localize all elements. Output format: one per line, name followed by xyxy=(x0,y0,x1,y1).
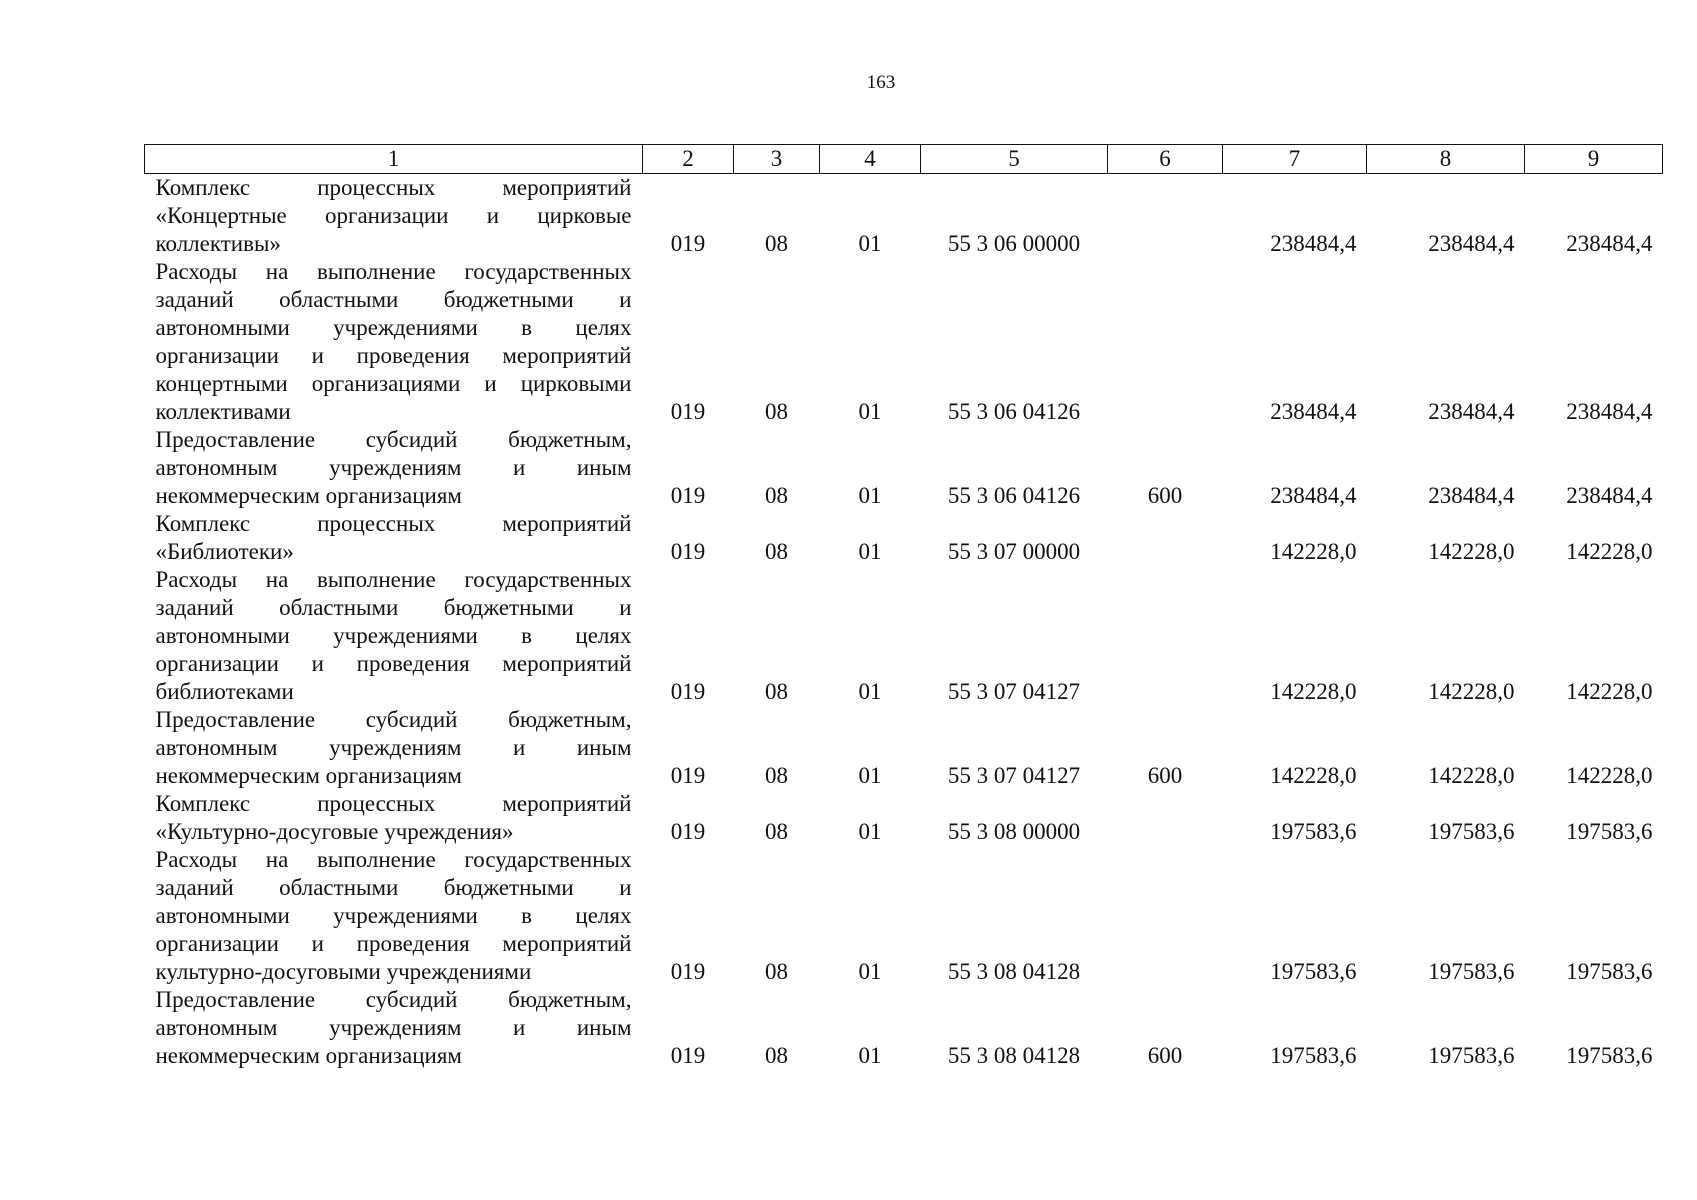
table-row xyxy=(145,986,1663,1070)
column-header: 5 xyxy=(921,145,1108,174)
row-amount-9: 142228,0 xyxy=(1566,679,1653,704)
row-amount-9: 197583,6 xyxy=(1566,959,1653,984)
row-code-3: 08 xyxy=(765,1043,788,1068)
column-header: 1 xyxy=(145,145,643,174)
row-code-4: 01 xyxy=(858,819,882,844)
row-code-6: 600 xyxy=(1147,1043,1183,1068)
table-row xyxy=(145,846,1663,986)
row-amount-9: 238484,4 xyxy=(1566,231,1653,256)
row-code-6 xyxy=(1108,566,1223,706)
row-code-6 xyxy=(1108,846,1223,986)
row-amount-8: 197583,6 xyxy=(1428,1043,1515,1068)
table-row xyxy=(145,426,1663,510)
row-code-5: 55 3 06 04126 xyxy=(947,399,1081,424)
row-code-5: 55 3 06 00000 xyxy=(947,231,1081,256)
row-amount-7: 238484,4 xyxy=(1270,231,1357,256)
row-code-2: 019 xyxy=(670,763,706,788)
row-code-3: 08 xyxy=(765,539,788,564)
table-row xyxy=(145,790,1663,846)
row-description: Предоставление субсидий бюджетным, автономным учреждениям и иным некоммерческим организациям xyxy=(155,707,632,788)
table-row xyxy=(145,706,1663,790)
row-amount-7: 197583,6 xyxy=(1270,819,1357,844)
row-amount-8: 142228,0 xyxy=(1428,679,1515,704)
row-code-3: 08 xyxy=(765,819,788,844)
row-code-4: 01 xyxy=(858,679,882,704)
row-code-3: 08 xyxy=(765,483,788,508)
row-code-4: 01 xyxy=(858,483,882,508)
row-code-4: 01 xyxy=(858,763,882,788)
row-code-4: 01 xyxy=(858,959,882,984)
column-header: 4 xyxy=(820,145,921,174)
row-code-5: 55 3 07 00000 xyxy=(947,539,1081,564)
row-amount-8: 197583,6 xyxy=(1428,819,1515,844)
row-code-5: 55 3 08 04128 xyxy=(947,959,1081,984)
row-code-5: 55 3 06 04126 xyxy=(947,483,1081,508)
row-code-6: 600 xyxy=(1147,483,1183,508)
column-header: 7 xyxy=(1223,145,1367,174)
column-header: 2 xyxy=(643,145,734,174)
row-amount-7: 238484,4 xyxy=(1270,483,1357,508)
row-code-2: 019 xyxy=(670,679,706,704)
row-code-6 xyxy=(1108,174,1223,259)
row-amount-9: 197583,6 xyxy=(1566,1043,1653,1068)
row-code-2: 019 xyxy=(670,231,706,256)
row-code-6 xyxy=(1108,510,1223,566)
table-row xyxy=(145,566,1663,706)
table-header xyxy=(145,145,1663,174)
row-amount-9: 197583,6 xyxy=(1566,819,1653,844)
row-amount-7: 238484,4 xyxy=(1270,399,1357,424)
row-code-4: 01 xyxy=(858,539,882,564)
row-description: Комплекс процессных мероприятий «Библиотеки» xyxy=(155,511,632,564)
column-header: 6 xyxy=(1108,145,1223,174)
row-code-3: 08 xyxy=(765,763,788,788)
row-code-2: 019 xyxy=(670,1043,706,1068)
row-amount-7: 197583,6 xyxy=(1270,1043,1357,1068)
row-amount-8: 238484,4 xyxy=(1428,231,1515,256)
row-description: Комплекс процессных мероприятий «Концертные организации и цирковые коллективы» xyxy=(155,175,632,256)
row-code-5: 55 3 08 04128 xyxy=(947,1043,1081,1068)
row-code-4: 01 xyxy=(858,399,882,424)
row-code-3: 08 xyxy=(765,959,788,984)
row-code-4: 01 xyxy=(858,231,882,256)
row-amount-9: 238484,4 xyxy=(1566,483,1653,508)
row-code-6 xyxy=(1108,258,1223,426)
table-row xyxy=(145,510,1663,566)
row-code-5: 55 3 08 00000 xyxy=(947,819,1081,844)
table-body xyxy=(145,174,1663,1071)
row-code-3: 08 xyxy=(765,399,788,424)
row-description: Предоставление субсидий бюджетным, автономным учреждениям и иным некоммерческим организациям xyxy=(155,427,632,508)
row-code-4: 01 xyxy=(858,1043,882,1068)
row-code-3: 08 xyxy=(765,679,788,704)
row-amount-8: 142228,0 xyxy=(1428,763,1515,788)
row-code-2: 019 xyxy=(670,483,706,508)
row-amount-8: 238484,4 xyxy=(1428,483,1515,508)
row-code-2: 019 xyxy=(670,819,706,844)
row-code-2: 019 xyxy=(670,399,706,424)
table-row xyxy=(145,174,1663,259)
page-number: 163 xyxy=(866,72,896,93)
header-row xyxy=(145,145,1663,174)
row-description: Расходы на выполнение государственных заданий областными бюджетными и автономными учреждениями в целях организации и проведения мероприятий концертными организациями и цирковыми коллективами xyxy=(155,259,632,424)
row-description: Комплекс процессных мероприятий «Культурно-досуговые учреждения» xyxy=(155,791,632,844)
row-code-2: 019 xyxy=(670,959,706,984)
column-header: 9 xyxy=(1525,145,1663,174)
row-code-6: 600 xyxy=(1147,763,1183,788)
row-amount-8: 197583,6 xyxy=(1428,959,1515,984)
row-amount-9: 142228,0 xyxy=(1566,539,1653,564)
row-code-6 xyxy=(1108,790,1223,846)
row-amount-7: 142228,0 xyxy=(1270,763,1357,788)
budget-table xyxy=(144,144,1663,1070)
row-amount-7: 142228,0 xyxy=(1270,539,1357,564)
column-header: 8 xyxy=(1367,145,1525,174)
row-amount-8: 238484,4 xyxy=(1428,399,1515,424)
row-amount-8: 142228,0 xyxy=(1428,539,1515,564)
row-code-5: 55 3 07 04127 xyxy=(947,763,1081,788)
row-amount-7: 142228,0 xyxy=(1270,679,1357,704)
column-header: 3 xyxy=(734,145,820,174)
row-code-3: 08 xyxy=(765,231,788,256)
row-description: Предоставление субсидий бюджетным, автономным учреждениям и иным некоммерческим организациям xyxy=(155,987,632,1068)
row-description: Расходы на выполнение государственных заданий областными бюджетными и автономными учреждениями в целях организации и проведения мероприятий библиотеками xyxy=(155,567,632,704)
row-description: Расходы на выполнение государственных заданий областными бюджетными и автономными учреждениями в целях организации и проведения мероприятий культурно-досуговыми учреждениями xyxy=(155,847,632,984)
row-code-2: 019 xyxy=(670,539,706,564)
row-amount-9: 142228,0 xyxy=(1566,763,1653,788)
table-row xyxy=(145,258,1663,426)
row-amount-9: 238484,4 xyxy=(1566,399,1653,424)
row-amount-7: 197583,6 xyxy=(1270,959,1357,984)
row-code-5: 55 3 07 04127 xyxy=(947,679,1081,704)
